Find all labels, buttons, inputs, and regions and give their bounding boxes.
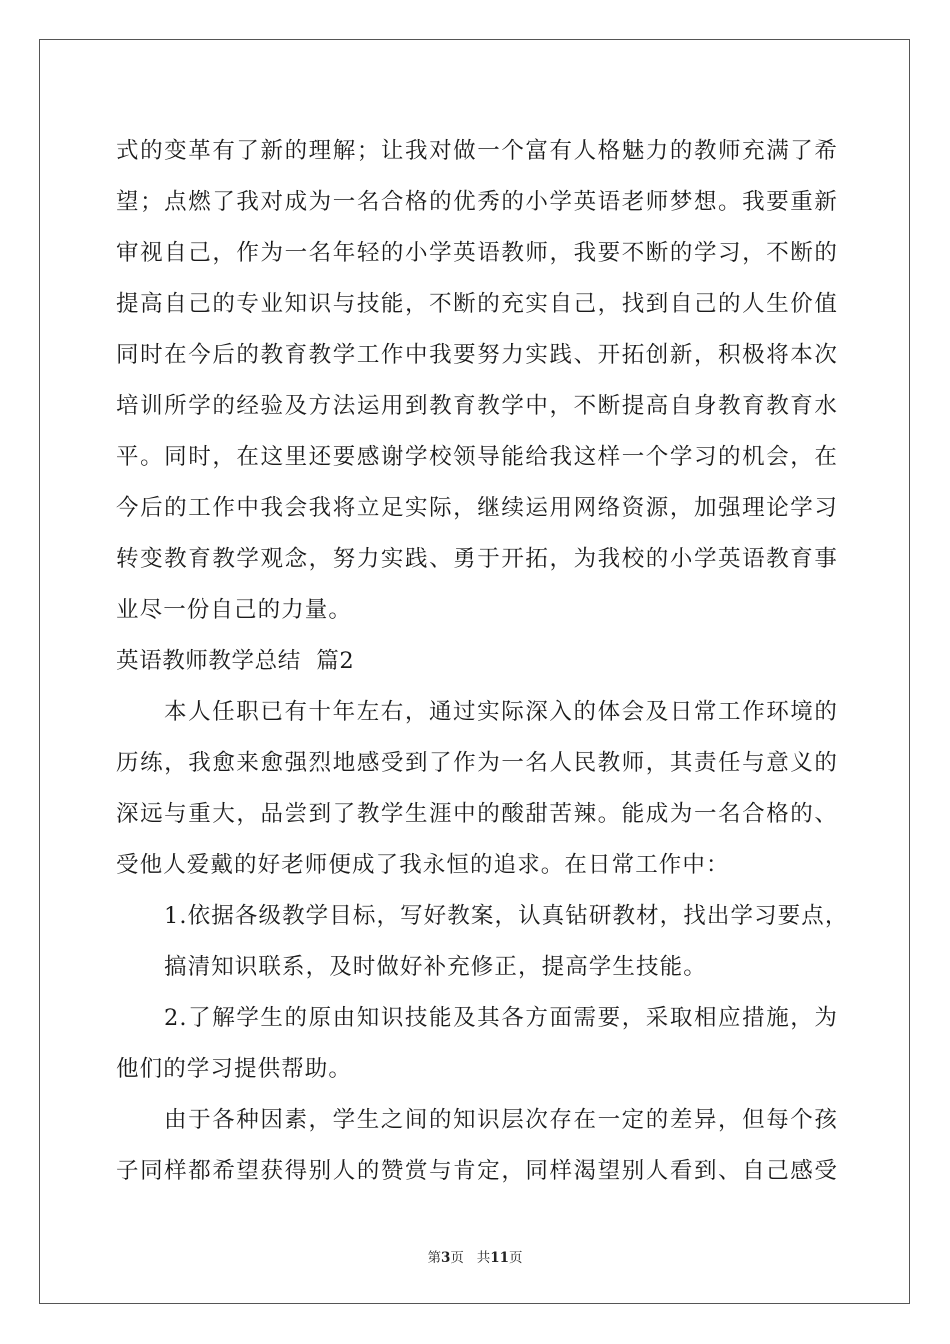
- text-line: 1.依据各级教学目标，写好教案，认真钻研教材，找出学习要点，: [164, 903, 849, 929]
- text-line: 2.了解学生的原由知识技能及其各方面需要，采取相应措施，为: [164, 1005, 838, 1031]
- text-line: 业尽一份自己的力量。: [116, 597, 353, 623]
- text-line: 转变教育教学观念，努力实践、勇于开拓，为我校的小学英语教育事: [116, 546, 838, 572]
- list-item-1: [116, 891, 849, 993]
- text-line: 历练，我愈来愈强烈地感受到了作为一名人民教师，其责任与意义的: [116, 750, 838, 776]
- text-line: 同时在今后的教育教学工作中我要努力实践、开拓创新，积极将本次: [116, 342, 838, 368]
- text-line: 培训所学的经验及方法运用到教育教学中，不断提高自身教育教育水: [116, 393, 838, 419]
- total-page-count: 11: [490, 1250, 510, 1266]
- section-heading: 英语教师教学总结 篇2: [116, 648, 355, 674]
- text-line: 搞清知识联系，及时做好补充修正，提高学生技能。: [164, 954, 707, 980]
- text-line: 子同样都希望获得别人的赞赏与肯定，同样渴望别人看到、自己感受: [116, 1158, 838, 1184]
- current-page-number: 3: [440, 1250, 451, 1266]
- paragraph-3: [116, 1095, 838, 1197]
- text-line: 望；点燃了我对成为一名合格的优秀的小学英语老师梦想。我要重新: [116, 189, 838, 215]
- text-line: 平。同时，在这里还要感谢学校领导能给我这样一个学习的机会，在: [116, 444, 838, 470]
- document-body: [116, 126, 849, 1197]
- text-line: 式的变革有了新的理解；让我对做一个富有人格魅力的教师充满了希: [116, 138, 838, 164]
- text-line: 本人任职已有十年左右，通过实际深入的体会及日常工作环境的: [164, 699, 838, 725]
- text-line: 他们的学习提供帮助。: [116, 1056, 353, 1082]
- paragraph-2: [116, 687, 838, 891]
- text-line: 审视自己，作为一名年轻的小学英语教师，我要不断的学习，不断的: [116, 240, 838, 266]
- paragraph-1: [116, 126, 838, 636]
- list-item-2: [116, 993, 838, 1095]
- text-line: 今后的工作中我会我将立足实际，继续运用网络资源，加强理论学习: [116, 495, 838, 521]
- text-line: 由于各种因素，学生之间的知识层次存在一定的差异，但每个孩: [164, 1107, 838, 1133]
- text-line: 深远与重大，品尝到了教学生涯中的酸甜苦辣。能成为一名合格的、: [116, 801, 838, 827]
- page-footer: 第3页 共11页: [427, 1250, 523, 1266]
- text-line: 受他人爱戴的好老师便成了我永恒的追求。在日常工作中：: [116, 852, 730, 878]
- text-line: 提高自己的专业知识与技能，不断的充实自己，找到自己的人生价值: [116, 291, 838, 317]
